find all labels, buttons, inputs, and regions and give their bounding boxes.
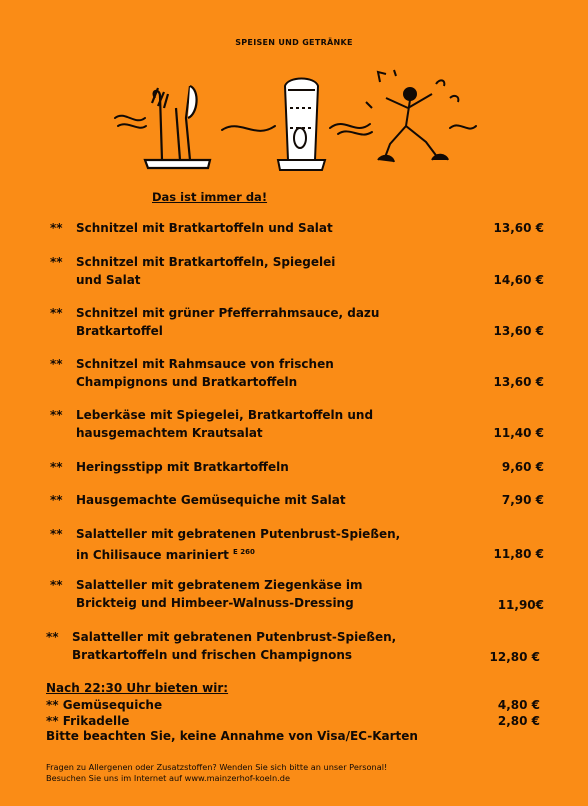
beer-glass-icon	[278, 79, 325, 171]
late-item	[46, 697, 546, 713]
item-stars: **	[46, 714, 59, 728]
menu-illustration	[110, 68, 480, 178]
late-item	[46, 713, 546, 729]
item-price: 14,60 €	[493, 273, 544, 287]
item-stars: **	[50, 527, 63, 541]
item-price: 7,90 €	[501, 493, 544, 507]
item-stars: **	[50, 357, 63, 371]
item-price: 11,80 €	[493, 547, 544, 561]
item-name-line2: hausgemachtem Krautsalat	[76, 426, 263, 440]
item-name	[76, 576, 466, 612]
item-name-line2: Brickteig und Himbeer-Walnuss-Dressing	[76, 596, 354, 610]
item-price: 12,80 €	[489, 650, 540, 664]
item-stars: **	[50, 493, 63, 507]
payment-notice: Bitte beachten Sie, keine Annahme von Visa/EC-Karten	[46, 729, 418, 743]
item-name	[76, 304, 466, 340]
item-name-line1: Salatteller mit gebratenen Putenbrust-Spießen,	[72, 630, 397, 644]
item-name: Schnitzel mit Bratkartoffeln und Salat	[76, 221, 333, 235]
item-price: 2,80 €	[497, 714, 540, 728]
menu-header: SPEISEN UND GETRÄNKE	[235, 38, 353, 47]
item-name: Heringsstipp mit Bratkartoffeln	[76, 460, 289, 474]
item-stars: **	[50, 578, 63, 592]
item-name-line2: und Salat	[76, 273, 141, 287]
item-name	[76, 253, 466, 289]
item-stars: **	[50, 255, 63, 269]
item-name-line1: Schnitzel mit Bratkartoffeln, Spiegelei	[76, 255, 336, 269]
item-name	[76, 525, 466, 564]
additive-code: E 260	[233, 548, 255, 556]
item-price: 13,60 €	[493, 375, 544, 389]
item-name	[76, 355, 466, 391]
item-stars: **	[46, 630, 59, 644]
item-price: 13,60 €	[493, 221, 544, 235]
item-name-line2: Bratkartoffeln und frischen Champignons	[72, 648, 353, 662]
item-stars: **	[50, 221, 63, 235]
item-name	[72, 628, 462, 664]
item-stars: **	[50, 460, 63, 474]
footer-allergen-note: Fragen zu Allergenen oder Zusatzstoffen? Wenden Sie sich bitte an unser Personal!	[46, 762, 388, 772]
item-price: 11,40 €	[493, 426, 544, 440]
item-name-line2: Champignons und Bratkartoffeln	[76, 375, 298, 389]
item-price: 4,80 €	[497, 698, 540, 712]
item-name-line1: Salatteller mit gebratenen Putenbrust-Spießen,	[76, 527, 401, 541]
item-name: Hausgemachte Gemüsequiche mit Salat	[76, 493, 346, 507]
item-name-line2: Bratkartoffel	[76, 324, 163, 338]
dancing-figure-icon	[366, 70, 458, 162]
footer	[46, 762, 387, 784]
item-name	[76, 406, 466, 442]
item-name-line1: Leberkäse mit Spiegelei, Bratkartoffeln und	[76, 408, 374, 422]
item-name-line2: in Chilisauce mariniert	[76, 548, 229, 562]
late-night-title: Nach 22:30 Uhr bieten wir:	[46, 681, 229, 695]
item-name-line1: Schnitzel mit Rahmsauce von frischen	[76, 357, 334, 371]
footer-website-note: Besuchen Sie uns im Internet auf www.mainzerhof-koeln.de	[46, 773, 290, 783]
knife-fork-icon	[145, 86, 210, 168]
item-name-line1: Schnitzel mit grüner Pfefferrahmsauce, dazu	[76, 306, 380, 320]
item-stars: **	[50, 408, 63, 422]
item-price: 11,90€	[497, 598, 544, 612]
item-name: Gemüsequiche	[62, 698, 163, 712]
section-subtitle: Das ist immer da!	[152, 190, 268, 204]
item-name-line2-wrap	[76, 543, 466, 564]
item-price: 9,60 €	[501, 460, 544, 474]
item-name-line1: Salatteller mit gebratenem Ziegenkäse im	[76, 578, 363, 592]
item-stars: **	[46, 698, 59, 712]
item-price: 13,60 €	[493, 324, 544, 338]
item-name: Frikadelle	[62, 714, 130, 728]
item-stars: **	[50, 306, 63, 320]
